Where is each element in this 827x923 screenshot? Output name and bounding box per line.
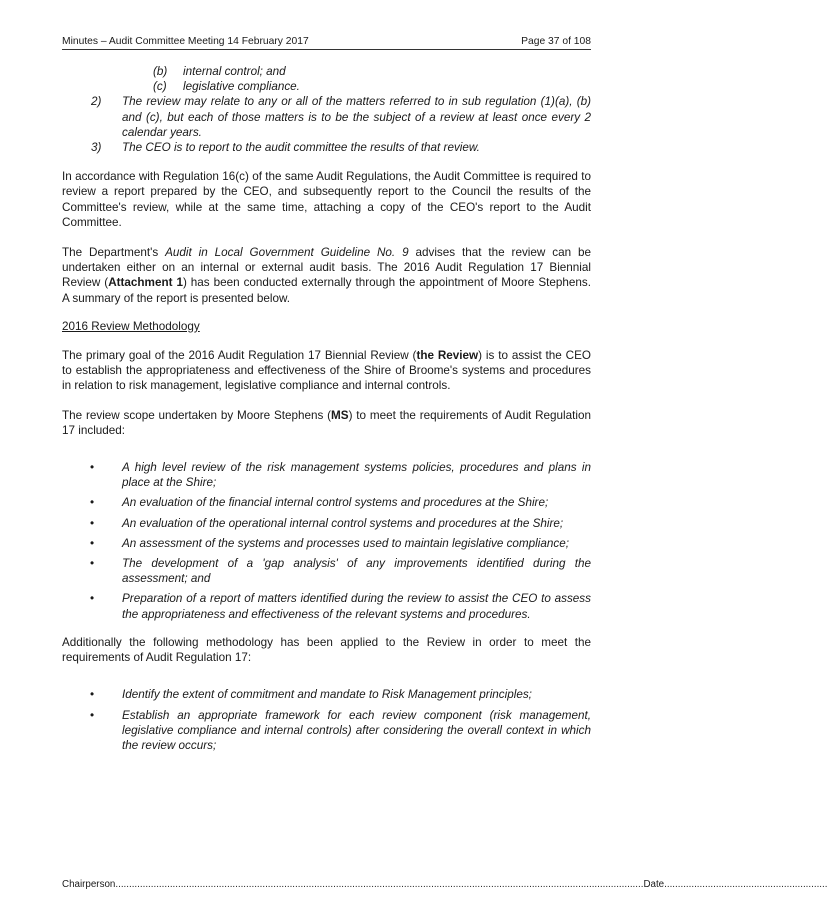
regulation-item-3: 3) The CEO is to report to the audit committee the results of that review.	[91, 141, 480, 155]
regulation-subitem-b: (b) internal control; and	[153, 65, 286, 78]
page-header	[62, 36, 591, 50]
chairperson-signature-line: ..................................................................................................................................................................................................	[115, 879, 644, 890]
paragraph-primary-goal: The primary goal of the 2016 Audit Regulation 17 Biennial Review (the Review) is to assist the CEO to establish the appropriateness and effectiveness of the Shire of Broome's systems and procedures in relation to risk management, legislative compliance and internal controls.	[62, 349, 592, 393]
paragraph-guideline: The Department's Audit in Local Government Guideline No. 9 advises that the review can be undertaken either on an internal or external audit basis. The 2016 Audit Regulation 17 Biennial Review (Attachment 1) has been conducted externally through the appointment of Moore Stephens. A summary of the report is presented below.	[62, 246, 591, 305]
scope-bullet-list	[62, 460, 591, 622]
document-title: Minutes – Audit Committee Meeting 14 February 2017	[62, 36, 309, 47]
methodology-bullet-list	[62, 687, 591, 753]
document-body	[62, 64, 591, 758]
paragraph-methodology: Additionally the following methodology has been applied to the Review in order to meet the requirements of Audit Regulation 17:	[62, 635, 591, 665]
regulation-subitem-c: (c) legislative compliance.	[153, 80, 300, 94]
page-number: Page 37 of 108	[521, 36, 591, 47]
signature-footer	[62, 879, 827, 890]
list-item: • Establish an appropriate framework for each review component (risk management, legislative compliance and internal controls) after considering the overall context in which the review occurs;	[89, 708, 591, 752]
paragraph-regulation-16c: In accordance with Regulation 16(c) of the same Audit Regulations, the Audit Committee is required to review a report prepared by the CEO, and subsequently report to the Council the results of the Committee's review, while at the same time, attaching a copy of the CEO's report to the Audit Committee.	[62, 170, 591, 229]
section-heading: 2016 Review Methodology	[62, 319, 200, 333]
list-item: • The development of a 'gap analysis' of any improvements identified during the assessment; and	[89, 557, 591, 586]
date-label: Date	[643, 879, 665, 890]
list-item: • Preparation of a report of matters identified during the review to assist the CEO to assess the appropriateness and effectiveness of the relevant systems and procedures.	[89, 592, 591, 621]
regulation-item-2: 2) The review may relate to any or all of the matters referred to in sub regulation (1)(a), (b) and (c), but each of those matters is to be the subject of a review at least once every 2 calendar years.	[91, 95, 591, 139]
list-item: • A high level review of the risk management systems policies, procedures and plans in place at the Shire;	[89, 461, 591, 490]
date-line: ............................................................	[664, 879, 827, 890]
list-item: • An assessment of the systems and processes used to maintain legislative compliance;	[89, 536, 569, 550]
paragraph-review-scope: The review scope undertaken by Moore Stephens (MS) to meet the requirements of Audit Regulation 17 included:	[62, 408, 591, 437]
chairperson-label: Chairperson	[62, 879, 116, 890]
list-item: • An evaluation of the operational internal control systems and procedures at the Shire;	[89, 516, 564, 530]
list-item: • Identify the extent of commitment and mandate to Risk Management principles;	[89, 688, 532, 702]
list-item: • An evaluation of the financial internal control systems and procedures at the Shire;	[89, 496, 549, 510]
